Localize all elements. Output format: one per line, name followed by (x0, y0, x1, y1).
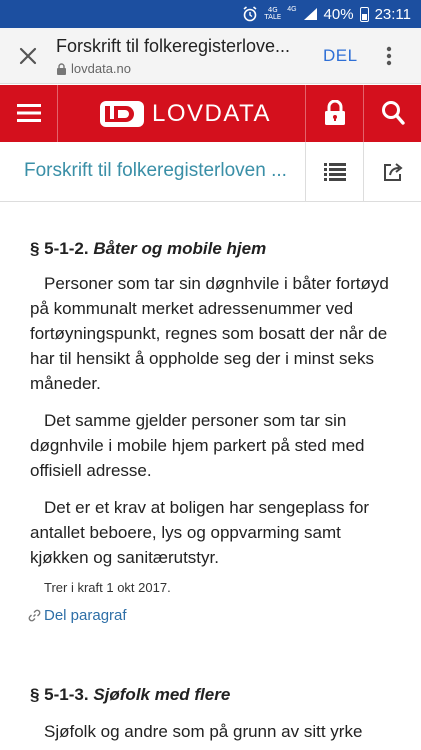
status-bar (0, 0, 421, 28)
section-heading (30, 685, 400, 705)
search-button[interactable] (363, 85, 421, 142)
padlock-icon (324, 100, 346, 126)
close-icon[interactable] (14, 42, 42, 70)
share-paragraph-label: Del paragraf (44, 607, 127, 624)
paragraph: Det samme gjelder personer som tar sin døgnhvile i mobile hjem parkert på sted med offisiell adresse. (30, 411, 365, 480)
more-options-icon[interactable] (382, 44, 396, 68)
document-title[interactable]: Forskrift til folkeregisterloven ... (24, 160, 287, 181)
lovdata-logo-mark (100, 101, 144, 127)
browser-page-title: Forskrift til folkeregisterlove... (56, 36, 291, 56)
share-paragraph-link[interactable] (28, 607, 400, 624)
login-button[interactable] (305, 85, 363, 142)
section-title: Båter og mobile hjem (93, 239, 267, 258)
site-header (0, 85, 421, 142)
search-icon (381, 100, 405, 126)
battery-icon (360, 7, 369, 22)
network-type-2: 4G (287, 6, 297, 13)
url-text: lovdata.no (71, 61, 131, 76)
share-document-button[interactable] (363, 142, 421, 202)
network-volte: TALE (264, 13, 282, 21)
table-of-contents-button[interactable] (305, 142, 363, 202)
status-icons (242, 0, 411, 28)
lovdata-logo[interactable] (100, 98, 271, 130)
section-5-1-3 (30, 685, 400, 744)
lock-icon (56, 63, 67, 75)
clock: 23:11 (374, 5, 411, 23)
network-type: 4G (267, 6, 278, 14)
network-indicator (264, 7, 281, 21)
document-content (0, 203, 421, 750)
share-button[interactable]: DEL (323, 46, 358, 65)
menu-button[interactable] (0, 85, 58, 142)
document-toolbar (0, 142, 421, 202)
paragraph: Sjøfolk og andre som på grunn av sitt yrke (44, 722, 363, 741)
section-title: Sjøfolk med flere (93, 685, 231, 704)
section-heading (30, 239, 400, 259)
alarm-icon (242, 6, 258, 22)
section-5-1-2 (30, 239, 400, 624)
battery-level: 40% (323, 5, 354, 23)
share-icon (383, 162, 403, 182)
hamburger-icon (17, 103, 41, 123)
browser-url (56, 61, 131, 76)
signal-icon (303, 7, 318, 21)
browser-toolbar (0, 28, 421, 84)
paragraph: Personer som tar sin døgnhvile i båter fortøyd på kommunalt merket adressenummer ved fortøyningspunkt, regnes som bosatt der når de har til hensikt å oppholde seg der i minst seks måneder. (30, 274, 389, 393)
section-number: § 5-1-2. (30, 239, 89, 258)
logo-text: LOVDATA (152, 100, 271, 127)
list-icon (324, 162, 346, 182)
paragraph: Det er et krav at boligen har sengeplass for antallet beboere, lys og oppvarming samt kjøkken og sanitærutstyr. (30, 498, 370, 567)
section-number: § 5-1-3. (30, 685, 89, 704)
link-icon (28, 609, 41, 622)
in-force-note: Trer i kraft 1 okt 2017. (44, 580, 171, 595)
